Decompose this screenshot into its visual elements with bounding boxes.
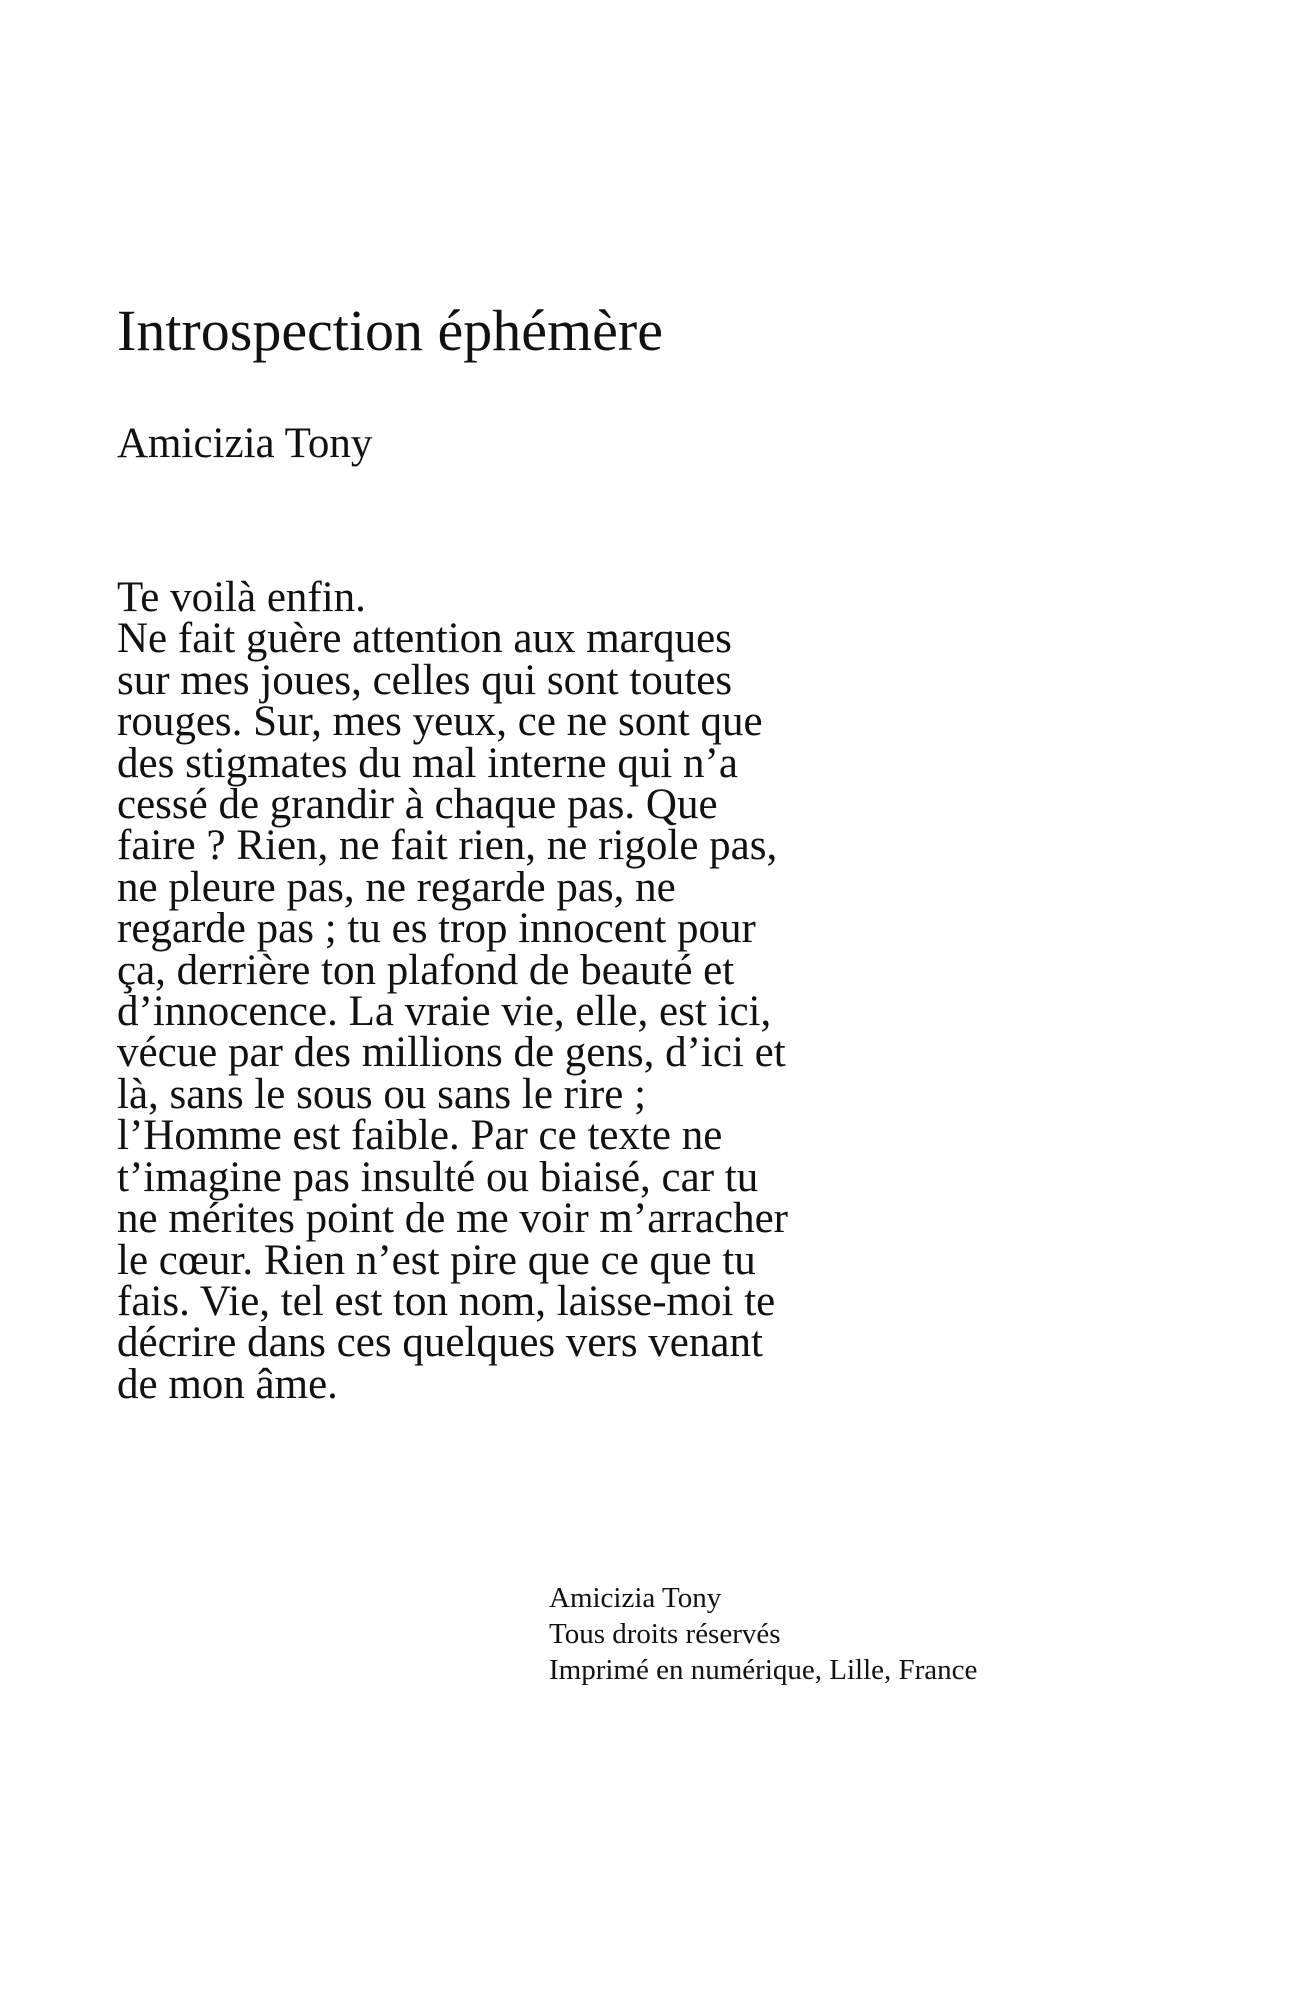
colophon-rights: Tous droits réservés	[549, 1618, 781, 1650]
poem-line: ne pleure pas, ne regarde pas, ne	[117, 863, 676, 911]
poem-line: regarde pas ; tu es trop innocent pour	[117, 905, 756, 953]
poem-line: ne mérites point de me voir m’arracher	[117, 1195, 788, 1243]
poem-line: ça, derrière ton plafond de beauté et	[117, 946, 735, 994]
poem-line: faire ? Rien, ne fait rien, ne rigole pas,	[117, 822, 778, 870]
poem-line: l’Homme est faible. Par ce texte ne	[117, 1112, 723, 1160]
poem-line: t’imagine pas insulté ou biaisé, car tu	[117, 1153, 759, 1201]
poem-line: Ne fait guère attention aux marques	[117, 615, 732, 663]
colophon	[549, 1580, 977, 1688]
poem-body	[117, 574, 1017, 1408]
poem-line: d’innocence. La vraie vie, elle, est ici,	[117, 988, 772, 1036]
colophon-printing: Imprimé en numérique, Lille, France	[549, 1654, 978, 1686]
poem-line: vécue par des millions de gens, d’ici et	[117, 1029, 786, 1077]
author-name: Amicizia Tony	[117, 420, 373, 467]
poem-line: décrire dans ces quelques vers venant	[117, 1319, 763, 1367]
poem-line: Te voilà enfin.	[117, 574, 366, 621]
poem-line: sur mes joues, celles qui sont toutes	[117, 656, 733, 704]
poem-line: le cœur. Rien n’est pire que ce que tu	[117, 1236, 756, 1284]
poem-line: fais. Vie, tel est ton nom, laisse-moi te	[117, 1277, 776, 1325]
poem-line: de mon âme.	[117, 1360, 338, 1408]
colophon-author: Amicizia Tony	[549, 1582, 722, 1614]
poem-line: rouges. Sur, mes yeux, ce ne sont que	[117, 698, 763, 746]
poem-line: cessé de grandir à chaque pas. Que	[117, 781, 718, 829]
poem-line: des stigmates du mal interne qui n’a	[117, 739, 738, 787]
page-title: Introspection éphémère	[117, 298, 663, 363]
poem-line: là, sans le sous ou sans le rire ;	[117, 1070, 647, 1118]
